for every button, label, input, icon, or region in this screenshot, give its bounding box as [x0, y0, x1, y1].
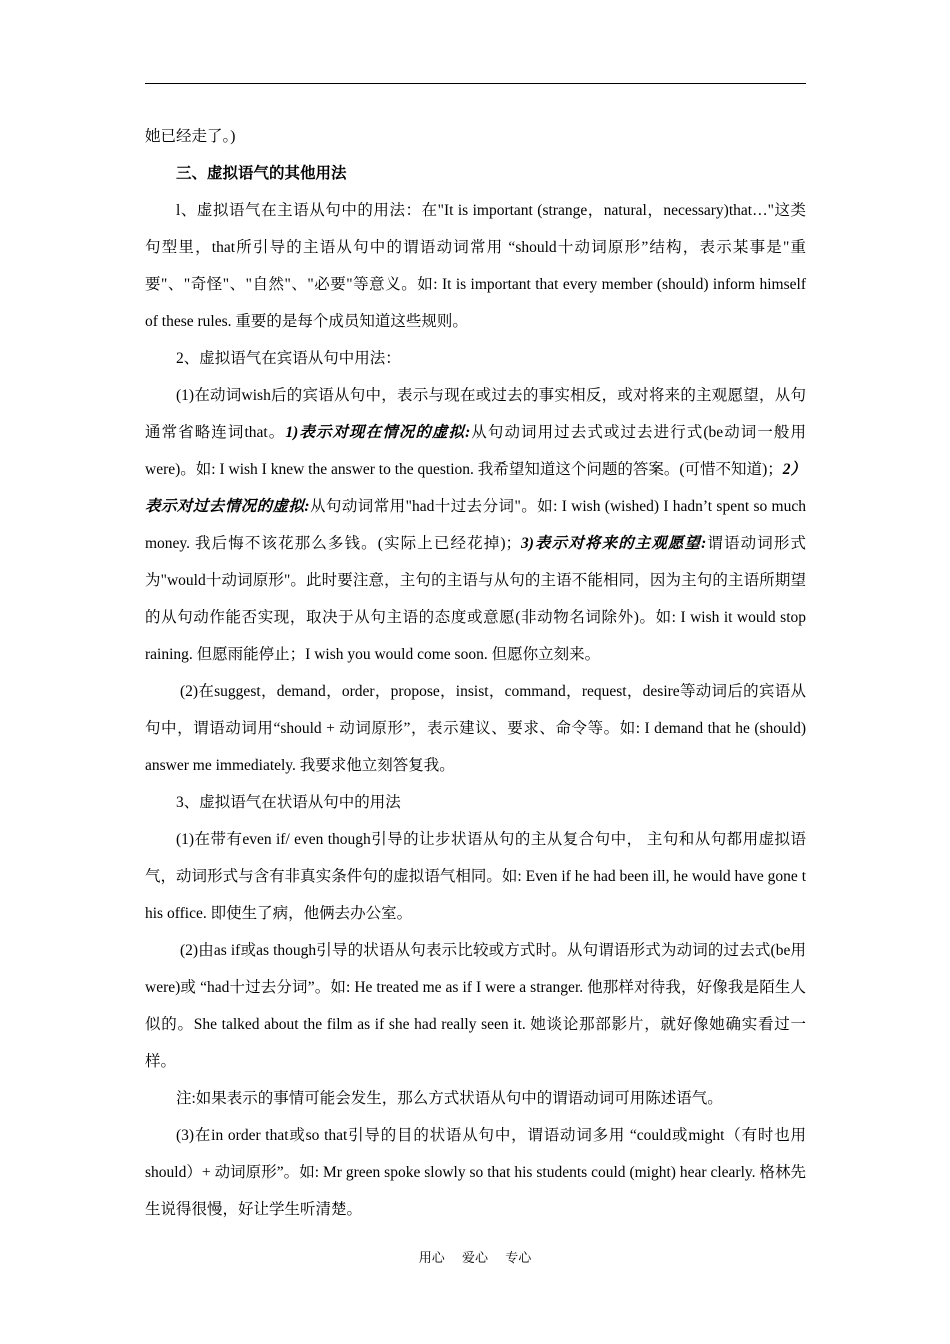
- paragraph-note: 注:如果表示的事情可能会发生，那么方式状语从句中的谓语动词可用陈述语气。: [176, 1090, 723, 1107]
- wish-future-heading: 3)表示对将来的主观愿望:: [521, 535, 707, 552]
- paragraph-as-if: (2)由as if或as though引导的状语从句表示比较或方式时。从句谓语形式为动词的过去式(be用were)或 “had十过去分词”。如: He treated me as if I were a stranger. 他那样对待我，好像我是陌生人似的。She talked about the film as if she had really seen it. 她谈论那部影片，就好像她确实看过一样。: [145, 942, 806, 1070]
- page-footer: 用心 爱心 专心: [418, 1250, 532, 1265]
- wish-future-text: 谓语动词形式为"would十动词原形"。此时要注意，主句的主语与从句的主语不能相同，因为主句的主语所期望的从句动作能否实现，取决于从句主语的态度或意愿(非动物名词除外)。如: I wish it would stop raining. 但愿雨能停止；I wish you would come soon. 但愿你立刻来。: [145, 535, 806, 663]
- paragraph-wish: [145, 377, 806, 673]
- paragraph-object-clause-heading: 2、虚拟语气在宾语从句中用法：: [176, 350, 401, 367]
- section-heading: 三、虚拟语气的其他用法: [176, 165, 347, 182]
- header-rule: [145, 83, 806, 84]
- wish-present-heading: 1)表示对现在情况的虚拟:: [285, 424, 471, 441]
- wish-present-text: 从句动词用过去式或过去进行式(be动词一般用were)。如: I wish I knew the answer to the question. 我希望知道这个问题的答案。(可惜不知道)；: [145, 424, 807, 478]
- wish-intro: (1)在动词wish后的宾语从句中，表示与现在或过去的事实相反，或对将来的主观愿望，从句通常省略连词that。: [145, 387, 806, 441]
- document-body: [145, 118, 806, 1228]
- paragraph-in-order-that: (3)在in order that或so that引导的目的状语从句中，谓语动词多用 “could或might（有时也用should）+ 动词原形”。如: Mr green spoke slowly so that his students could (might) hear clearly. 格林先生说得很慢，好让学生听清楚。: [145, 1127, 806, 1218]
- paragraph-suggest-verbs: (2)在suggest，demand，order，propose，insist，command，request，desire等动词后的宾语从句中，谓语动词用“should + 动词原形”，表示建议、要求、命令等。如: I demand that he (should) answer me immediately. 我要求他立刻答复我。: [145, 683, 806, 774]
- paragraph-subject-clause: l、虚拟语气在主语从句中的用法：在"It is important (strange，natural，necessary)that…"这类句型里，that所引导的主语从句中的谓语动词常用 “should十动词原形”结构，表示某事是"重要"、"奇怪"、"自然"、"必要"等意义。如: It is important that every member (should) inform himself of these rules. 重要的是每个成员知道这些规则。: [145, 202, 806, 330]
- paragraph-continuation: 她已经走了。): [145, 128, 236, 145]
- wish-past-heading: 2）表示对过去情况的虚拟:: [145, 461, 806, 515]
- paragraph-even-if: (1)在带有even if/ even though引导的让步状语从句的主从复合句中， 主句和从句都用虚拟语气，动词形式与含有非真实条件句的虚拟语气相同。如: Even if he had been ill, he would have gone t his office. 即使生了病，他俩去办公室。: [145, 831, 806, 922]
- paragraph-adverbial-heading: 3、虚拟语气在状语从句中的用法: [176, 794, 401, 811]
- wish-past-text: 从句动词常用"had十过去分词"。如: I wish (wished) I hadn’t spent so much money. 我后悔不该花那么多钱。(实际上已经花掉)；: [145, 498, 806, 552]
